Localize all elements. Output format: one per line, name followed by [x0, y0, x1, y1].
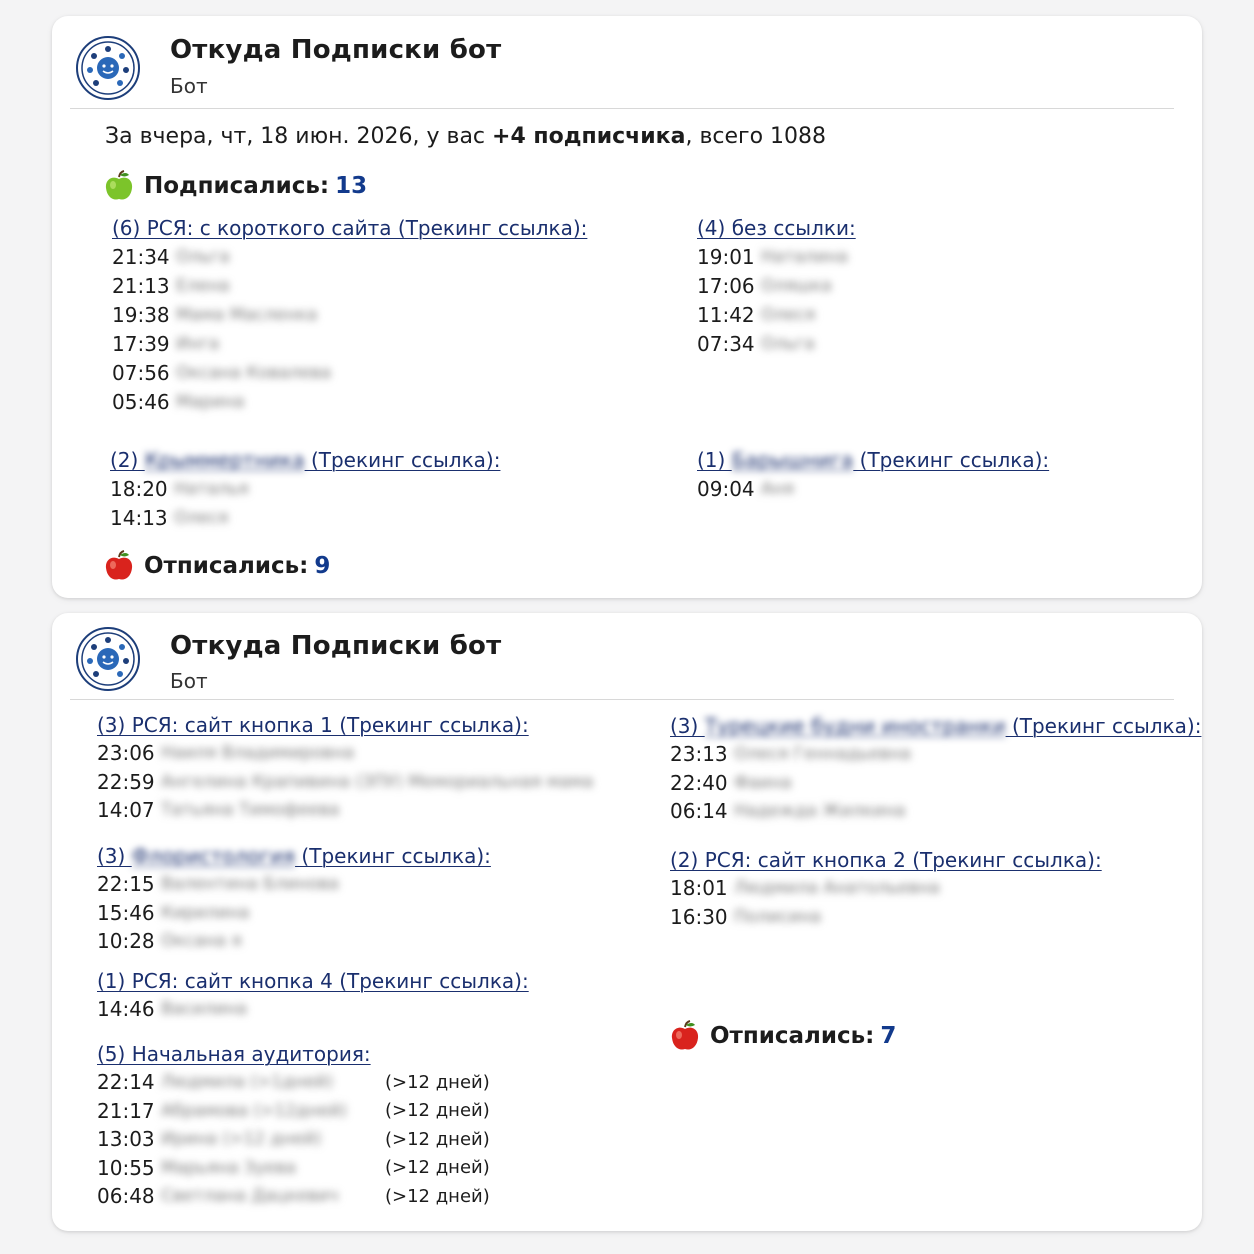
row-time: 15:46 [97, 900, 155, 925]
group-count: (2) [110, 448, 145, 472]
subscriber-row [112, 242, 587, 271]
row-user-link[interactable]: Ольга [176, 246, 230, 267]
subscriber-row [670, 874, 1102, 903]
row-time: 14:07 [97, 798, 155, 823]
group-count: (3) [97, 844, 132, 868]
subscriber-row [97, 870, 491, 899]
row-user-link[interactable]: Кирилина [161, 902, 250, 923]
row-user-link[interactable]: Наталина [761, 246, 848, 267]
subscriber-row [670, 797, 1201, 826]
row-user-link[interactable]: Ангелина Крапивина (ЗПУ) Мемориальная мама [161, 771, 594, 792]
source-group [670, 714, 1201, 826]
subscriber-row [697, 474, 1049, 503]
row-time: 21:13 [112, 273, 170, 298]
subscriber-row [97, 995, 529, 1024]
bot-avatar-icon[interactable] [76, 36, 140, 100]
row-time: 17:06 [697, 273, 755, 298]
row-time: 16:30 [670, 904, 728, 929]
row-user-link[interactable]: Ольга [761, 333, 815, 354]
row-user-link[interactable]: Оксана Ковалева [176, 362, 332, 383]
row-time: 18:01 [670, 876, 728, 901]
row-user-link[interactable]: Василина [161, 999, 247, 1020]
header-divider [70, 108, 1174, 109]
group-link[interactable]: (3) РСЯ: сайт кнопка 1 (Трекинг ссылка): [97, 713, 529, 737]
row-user-link[interactable]: Валентина Блинова [161, 874, 339, 895]
row-time: 13:03 [97, 1127, 155, 1152]
subscriber-row [97, 796, 593, 825]
row-time: 09:04 [697, 476, 755, 501]
bot-name[interactable]: Откуда Подписки бот [170, 35, 502, 65]
summary-highlight: +4 подписчика [492, 124, 686, 149]
subscriber-row [112, 300, 587, 329]
subscriber-row [97, 927, 491, 956]
source-group [670, 848, 1102, 931]
row-user-link[interactable]: Инга [176, 333, 220, 354]
row-time: 22:40 [670, 770, 728, 795]
green-apple-icon [104, 170, 134, 202]
group-channel-name: Барышнига [731, 448, 854, 472]
row-user-link[interactable]: Татьяна Тимофеева [161, 800, 340, 821]
row-time: 06:14 [670, 799, 728, 824]
message-card [52, 16, 1202, 598]
group-link[interactable]: (5) Начальная аудитория: [97, 1042, 371, 1066]
row-user-link[interactable]: Наталья [174, 478, 249, 499]
row-time: 22:14 [97, 1070, 155, 1095]
group-suffix: (Трекинг ссылка): [853, 448, 1050, 472]
row-age: (>12 дней) [385, 1100, 490, 1122]
group-link[interactable]: (2) РСЯ: сайт кнопка 2 (Трекинг ссылка): [670, 848, 1102, 872]
summary-prefix: За вчера, чт, 18 июн. 2026, у вас [105, 124, 493, 149]
row-time: 21:34 [112, 244, 170, 269]
unsubscribed-heading [104, 550, 330, 582]
group-link[interactable]: (1) РСЯ: сайт кнопка 4 (Трекинг ссылка): [97, 969, 529, 993]
subscriber-row [97, 1068, 517, 1097]
row-time: 23:13 [670, 742, 728, 767]
group-count: (1) [697, 448, 732, 472]
subscriber-row [697, 329, 856, 358]
subscriber-row [97, 1097, 517, 1126]
source-group [697, 216, 856, 358]
message-card [52, 613, 1202, 1231]
bot-name[interactable]: Откуда Подписки бот [170, 631, 502, 661]
row-user-link[interactable]: Марина [176, 391, 245, 412]
unsubscribed-heading [670, 1020, 896, 1052]
row-user-link[interactable]: Абрамова (>12дней) [161, 1100, 347, 1121]
group-link[interactable]: (4) без ссылки: [697, 216, 856, 240]
row-time: 14:13 [110, 505, 168, 530]
group-link[interactable] [670, 714, 1201, 738]
row-user-link[interactable]: Оляшка [761, 275, 832, 296]
row-age: (>12 дней) [385, 1157, 490, 1179]
subscriber-row [97, 768, 593, 797]
row-time: 22:59 [97, 769, 155, 794]
row-age: (>12 дней) [385, 1185, 490, 1207]
bot-role: Бот [170, 669, 208, 693]
row-time: 22:15 [97, 872, 155, 897]
source-group [697, 448, 1049, 503]
row-time: 07:56 [112, 360, 170, 385]
subscribed-label: Подписались: [144, 173, 330, 199]
subscriber-row [670, 903, 1102, 932]
group-count: (3) [670, 714, 705, 738]
unsubscribed-label: Отписались: [710, 1023, 875, 1049]
group-link[interactable]: (6) РСЯ: с короткого сайта (Трекинг ссылка): [112, 216, 588, 240]
header-divider [70, 699, 1174, 700]
source-group [112, 216, 587, 416]
row-user-link[interactable]: Полисина [734, 906, 822, 927]
row-user-link[interactable]: Светлана Дацкевич [161, 1186, 339, 1207]
row-user-link[interactable]: Наиля Владимировна [161, 743, 355, 764]
row-user-link[interactable]: Аня [761, 478, 794, 499]
red-apple-icon [104, 550, 134, 582]
row-time: 14:46 [97, 997, 155, 1022]
row-user-link[interactable]: Олеся [761, 304, 816, 325]
row-user-link[interactable]: Людмила (>1дней) [161, 1072, 334, 1093]
row-user-link[interactable]: Елена [176, 275, 230, 296]
row-time: 21:17 [97, 1098, 155, 1123]
subscribed-heading [104, 170, 367, 202]
group-link[interactable] [110, 448, 500, 472]
source-group [97, 844, 491, 956]
subscriber-row [97, 1182, 517, 1211]
row-user-link[interactable]: Ирина (>12 дней) [161, 1129, 322, 1150]
summary-suffix: , всего 1088 [685, 124, 827, 149]
source-group [97, 1042, 517, 1211]
row-user-link[interactable]: Мама Масленка [176, 304, 318, 325]
subscriber-row [110, 503, 500, 532]
red-apple-icon [670, 1020, 700, 1052]
subscriber-row [112, 329, 587, 358]
subscriber-row [697, 300, 856, 329]
row-user-link[interactable]: Оксана я [161, 931, 242, 952]
source-group [110, 448, 500, 532]
group-suffix: (Трекинг ссылка): [1005, 714, 1202, 738]
unsubscribed-label: Отписались: [144, 553, 309, 579]
unsubscribed-count: 7 [880, 1023, 897, 1049]
row-time: 06:48 [97, 1184, 155, 1209]
bot-role: Бот [170, 74, 208, 98]
subscriber-row [97, 739, 593, 768]
row-time: 17:39 [112, 331, 170, 356]
group-channel-name: Турецкие будни иностранки [704, 714, 1006, 738]
subscriber-row [112, 387, 587, 416]
row-time: 19:01 [697, 244, 755, 269]
row-user-link[interactable]: Надежда Жилкина [734, 801, 906, 822]
subscriber-row [112, 271, 587, 300]
unsubscribed-count: 9 [314, 553, 331, 579]
subscribed-count: 13 [335, 173, 368, 199]
group-suffix: (Трекинг ссылка): [304, 448, 501, 472]
row-user-link[interactable]: Людмила Анатольевна [734, 878, 940, 899]
row-time: 07:34 [697, 331, 755, 356]
row-age: (>12 дней) [385, 1128, 490, 1150]
group-channel-name: Крыммертника [144, 448, 305, 472]
source-group [97, 713, 593, 825]
row-time: 10:28 [97, 929, 155, 954]
bot-avatar-icon[interactable] [76, 627, 140, 691]
group-link[interactable] [97, 844, 491, 868]
row-time: 10:55 [97, 1155, 155, 1180]
row-age: (>12 дней) [385, 1071, 490, 1093]
row-time: 19:38 [112, 302, 170, 327]
row-time: 05:46 [112, 389, 170, 414]
subscriber-row [697, 242, 856, 271]
row-time: 18:20 [110, 476, 168, 501]
subscriber-row [670, 740, 1201, 769]
group-link[interactable] [697, 448, 1049, 472]
subscriber-row [110, 474, 500, 503]
row-time: 11:42 [697, 302, 755, 327]
row-user-link[interactable]: Марьяна Зуева [161, 1157, 296, 1178]
source-group [97, 969, 529, 1024]
subscriber-row [97, 899, 491, 928]
subscriber-row [670, 769, 1201, 798]
group-channel-name: Флористология [131, 844, 296, 868]
row-user-link[interactable]: Олеся Геннадьевна [734, 744, 911, 765]
subscriber-row [97, 1125, 517, 1154]
summary-text [105, 124, 826, 149]
row-time: 23:06 [97, 741, 155, 766]
subscriber-row [97, 1154, 517, 1183]
row-user-link[interactable]: Фаина [734, 772, 792, 793]
group-suffix: (Трекинг ссылка): [295, 844, 491, 868]
subscriber-row [697, 271, 856, 300]
subscriber-row [112, 358, 587, 387]
row-user-link[interactable]: Олеся [174, 507, 229, 528]
